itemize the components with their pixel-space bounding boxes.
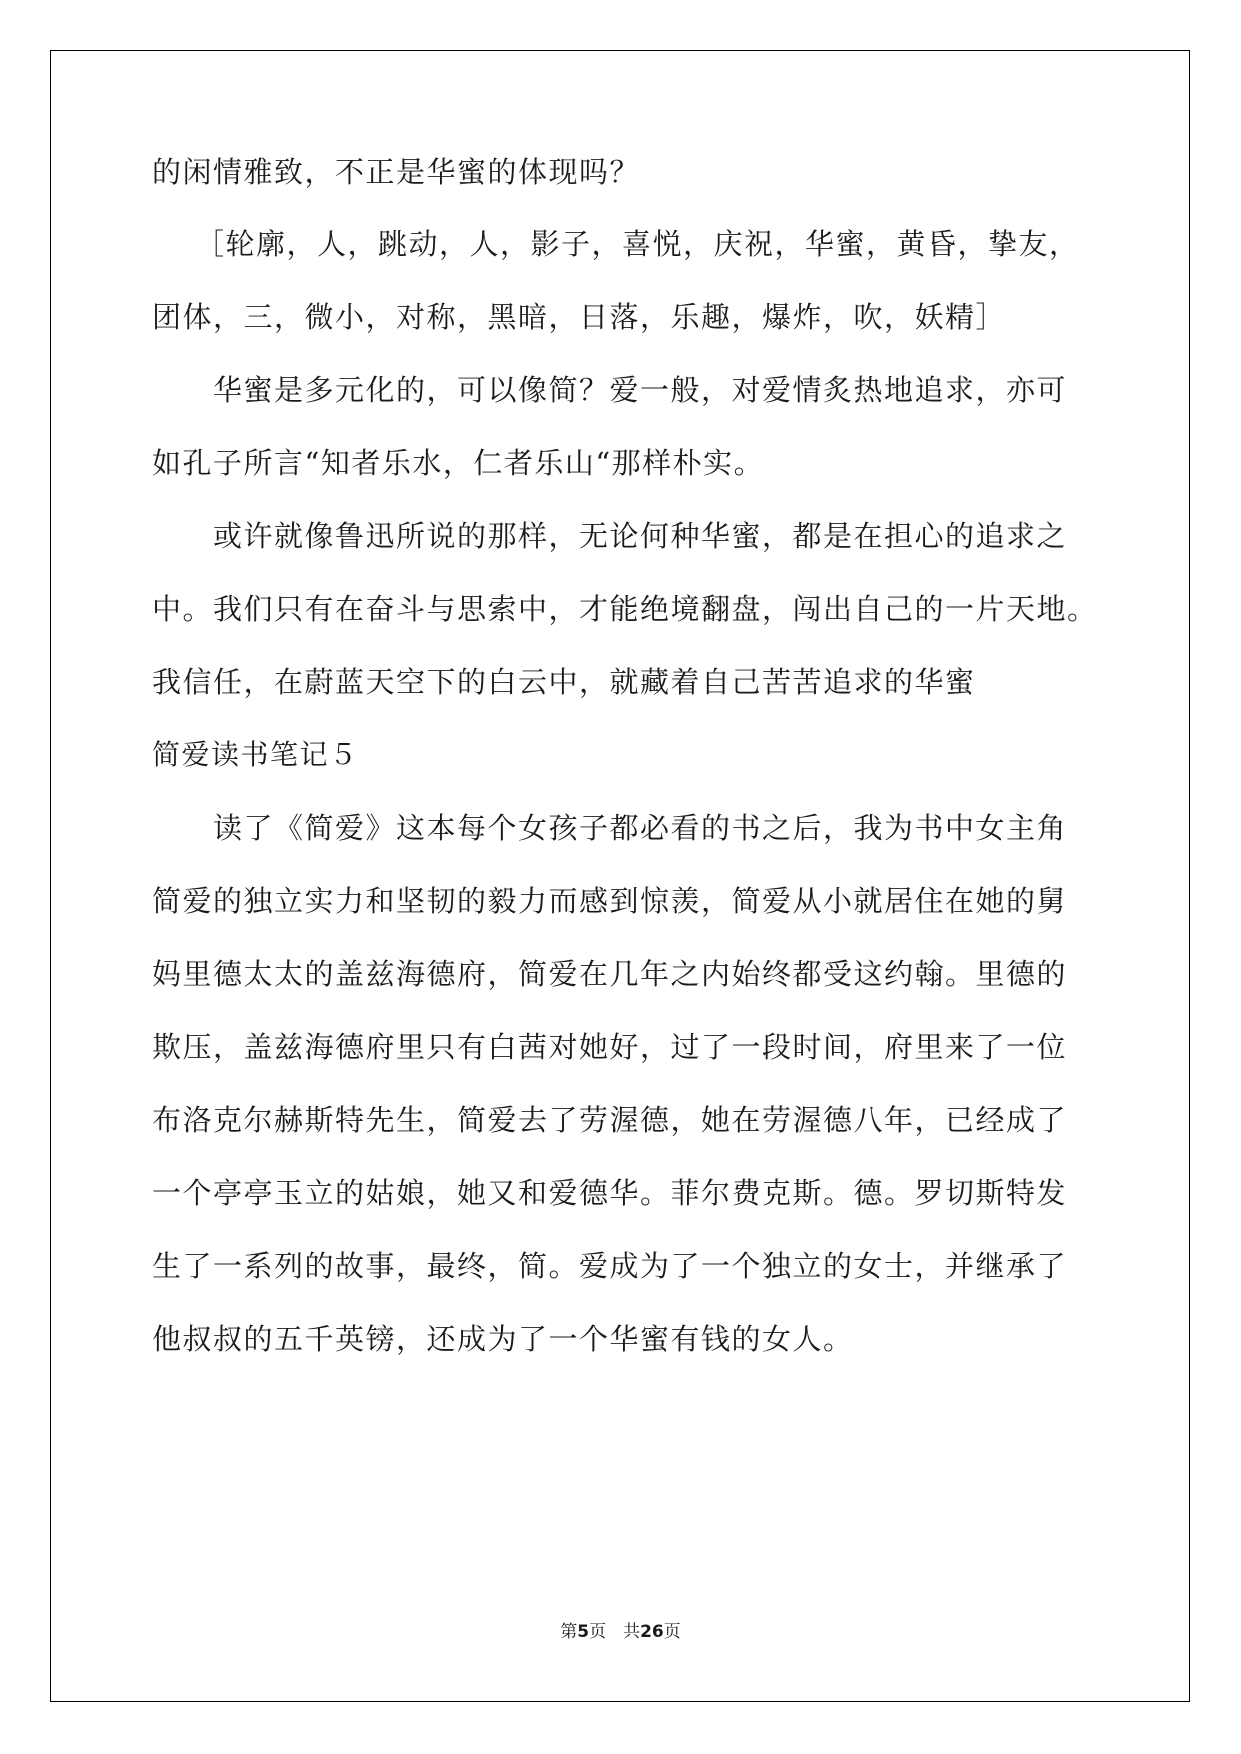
text-line: 读了《简爱》这本每个女孩子都必看的书之后，我为书中女主角 (213, 811, 1068, 845)
total-page-number: 26 (640, 1622, 664, 1642)
text-line: 的闲情雅致，不正是华蜜的体现吗？ (152, 155, 641, 189)
text-line: ［轮廓，人，跳动，人，影子，喜悦，庆祝，华蜜，黄昏，挚友， (195, 227, 1080, 261)
current-page-number: 5 (577, 1622, 590, 1642)
text-line: 他叔叔的五千英镑，还成为了一个华蜜有钱的女人。 (152, 1322, 854, 1356)
section-heading: 简爱读书笔记５ (152, 738, 359, 771)
text-line: 简爱的独立实力和坚韧的毅力而感到惊羡，简爱从小就居住在她的舅 (152, 884, 1068, 918)
text-line: 一个亭亭玉立的姑娘，她又和爱德华。菲尔费克斯。德。罗切斯特发 (152, 1176, 1068, 1210)
text-line: 华蜜是多元化的，可以像简？爱一般，对爱情炙热地追求，亦可 (213, 373, 1068, 407)
footer-mid: 页 共 (589, 1622, 641, 1642)
text-line: 欺压，盖兹海德府里只有白茜对她好，过了一段时间，府里来了一位 (152, 1030, 1068, 1064)
text-line: 布洛克尔赫斯特先生，简爱去了劳渥德，她在劳渥德八年，已经成了 (152, 1103, 1068, 1137)
footer-prefix: 第 (560, 1622, 578, 1642)
footer-suffix: 页 (663, 1622, 681, 1642)
text-line: 中。我们只有在奋斗与思索中，才能绝境翻盘，闯出自己的一片天地。 (152, 592, 1098, 626)
text-line: 生了一系列的故事，最终，简。爱成为了一个独立的女士，并继承了 (152, 1249, 1068, 1283)
text-line: 我信任，在蔚蓝天空下的白云中，就藏着自己苦苦追求的华蜜 (152, 665, 976, 699)
page-footer (0, 1620, 1241, 1644)
text-line: 或许就像鲁迅所说的那样，无论何种华蜜，都是在担心的追求之 (213, 519, 1068, 553)
text-line: 如孔子所言“知者乐水，仁者乐山“那样朴实。 (152, 446, 765, 480)
text-line: 妈里德太太的盖兹海德府，简爱在几年之内始终都受这约翰。里德的 (152, 957, 1068, 991)
text-line: 团体，三，微小，对称，黑暗，日落，乐趣，爆炸，吹，妖精］ (152, 300, 1007, 334)
